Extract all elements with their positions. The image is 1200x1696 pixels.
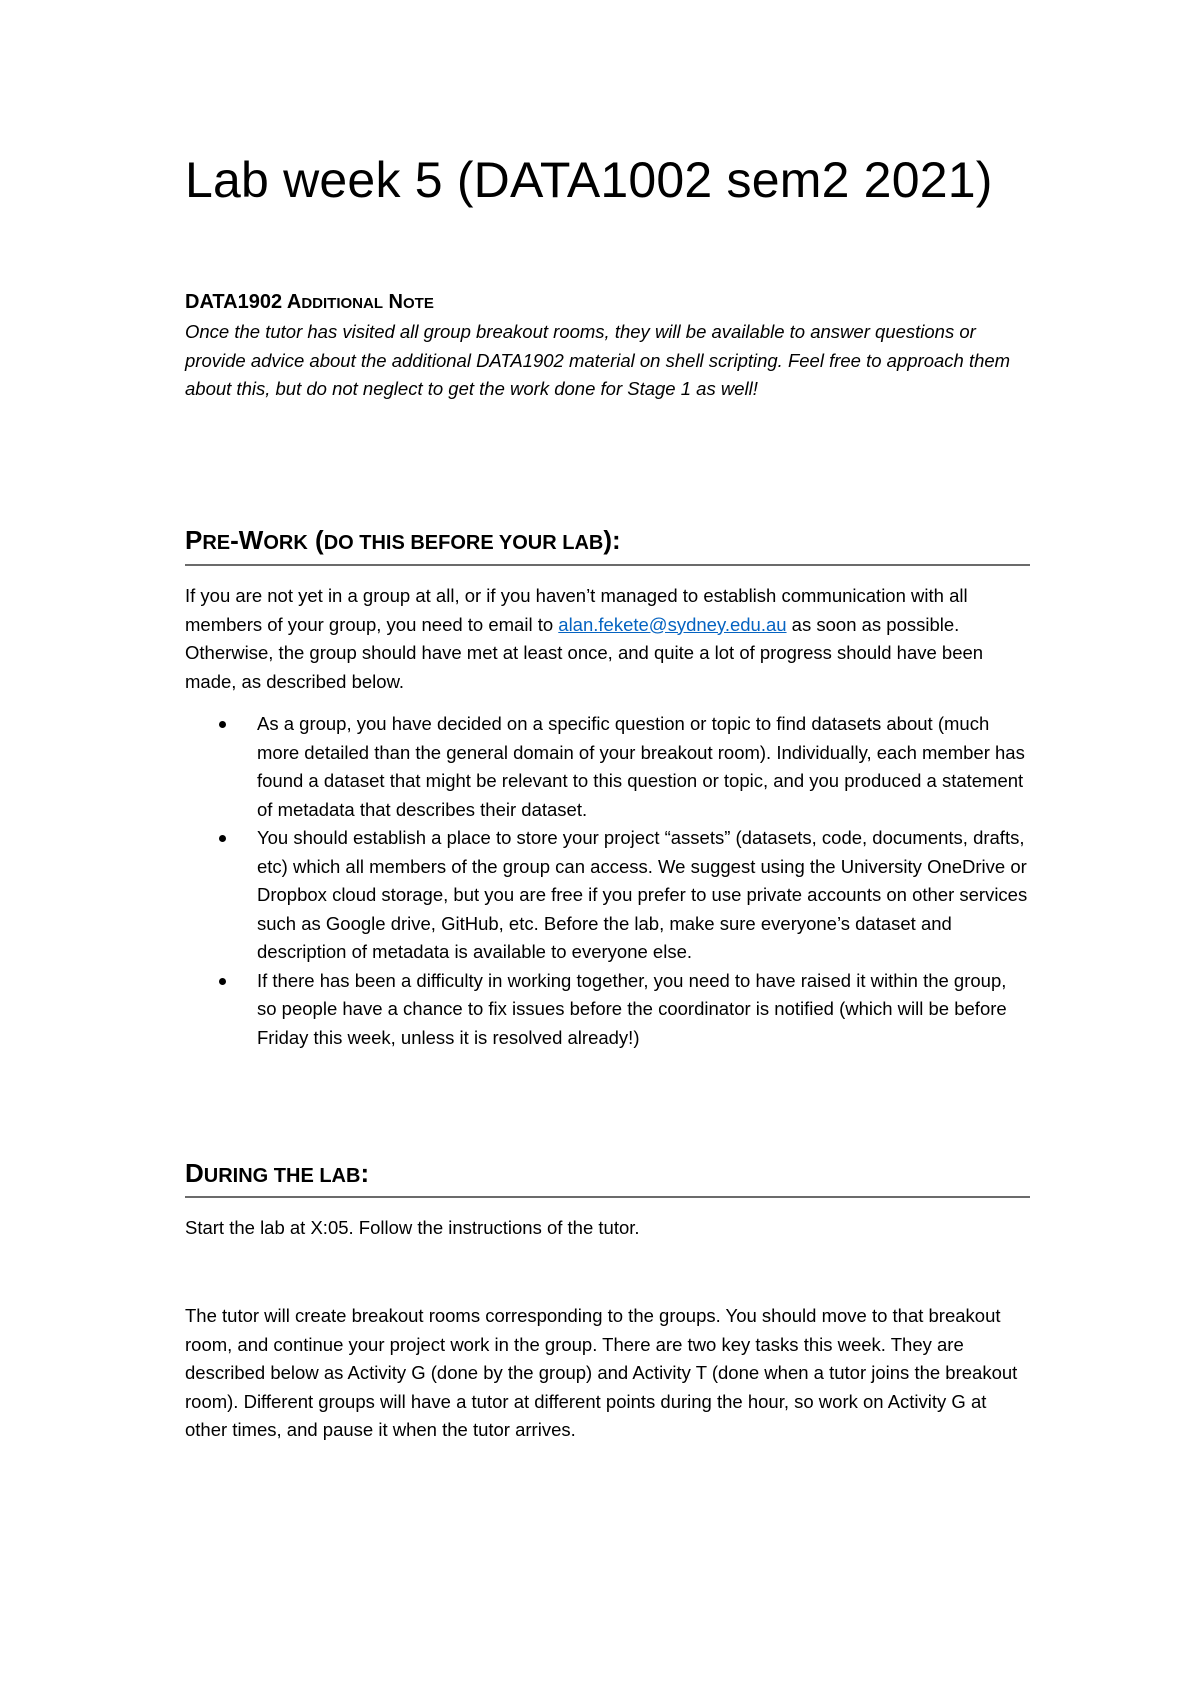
prework-heading-part: RE [202,532,231,554]
note-body: Once the tutor has visited all group breakout rooms, they will be available to answer questions or provide advice about the additional DATA1902 material on shell scripting. Feel free to approach them about this, but do not neglect to get the work done for Stage 1 as well! [185,321,1011,399]
prework-intro [185,582,1030,696]
during-heading-part: D [185,1158,204,1188]
prework-heading-part: ): [603,525,621,555]
list-item [185,824,1030,967]
during-heading-part: URING THE LAB [203,1165,361,1187]
during-heading [185,1155,1030,1194]
email-link[interactable]: alan.fekete@sydney.edu.au [558,613,787,635]
note-heading-part: DDITIONAL [301,295,383,312]
list-item [185,967,1030,1053]
list-item-text: As a group, you have decided on a specific question or topic to find datasets about (much more detailed than the general domain of your breakout room). Individually, each member has found a dataset that might be relevant to this question or topic, and you produced a statement of metadata that describes their dataset. [257,713,1025,820]
page-title: Lab week 5 (DATA1002 sem2 2021) [185,152,993,208]
note-heading-part: DATA1902 A [185,291,302,313]
prework-heading-part: ORK [263,532,308,554]
bullet-icon [219,835,226,842]
during-start-text: Start the lab at X:05. Follow the instructions of the tutor. [185,1217,640,1238]
section-divider [185,564,1030,566]
prework-heading-part: -W [230,525,264,555]
note-heading [185,288,434,318]
list-item [185,710,1030,824]
prework-bullet-list [185,710,1030,1052]
during-heading-part: : [360,1158,370,1188]
list-item-text: You should establish a place to store your project “assets” (datasets, code, documents, drafts, etc) which all members of the group can access. We suggest using the University OneDrive or Dropbox cloud storage, but you are free if you prefer to use private accounts on other services such as Google drive, GitHub, etc. Before the lab, make sure everyone’s dataset and description of metadata is available to everyone else. [257,827,1028,962]
prework-heading [185,522,1030,561]
intro-text: If you are not yet in a group at all, or if you haven’t managed to establish communication with all members of your group, you need to email to [185,585,968,635]
note-heading-part: N [383,291,403,313]
prework-heading-part: P [185,525,203,555]
bullet-icon [219,721,226,728]
prework-heading-part: DO THIS BEFORE YOUR LAB [323,532,604,554]
bullet-icon [219,978,226,985]
intro-text: as soon as possible. Otherwise, the group should have met at least once, and quite a lot of progress should have been made, as described below. [185,613,984,692]
during-body-text: The tutor will create breakout rooms corresponding to the groups. You should move to that breakout room, and continue your project work in the group. There are two key tasks this week. They are described below as Activity G (done by the group) and Activity T (done when a tutor joins the breakout room). Different groups will have a tutor at different points during the hour, so work on Activity G at other times, and pause it when the tutor arrives. [185,1305,1018,1440]
list-item-text: If there has been a difficulty in working together, you need to have raised it within the group, so people have a chance to fix issues before the coordinator is notified (which will be before Friday this week, unless it is resolved already!) [257,969,1007,1048]
note-heading-part: OTE [403,295,434,312]
prework-heading-part: ( [307,525,324,555]
section-divider [185,1196,1030,1198]
